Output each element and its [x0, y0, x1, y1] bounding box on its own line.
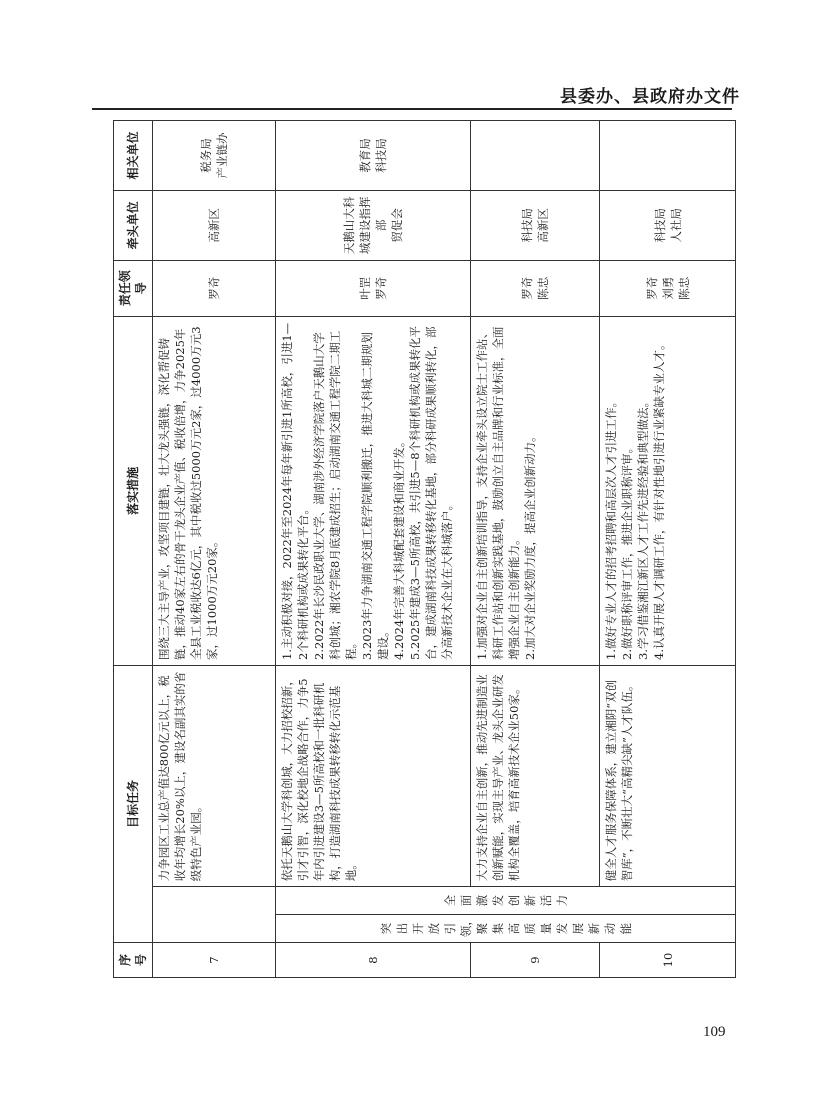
row-measures [470, 316, 600, 665]
header-related-unit: 相关单位 [114, 121, 153, 191]
measure-item: 4.认真开展人才调研工作，有针对性地引进行业紧缺专业人才。 [652, 338, 667, 660]
row-task: 大力支持企业自主创新，推动先进制造业创新赋能，实现主导产业、龙头企业研发机构全覆盖，培育高新技术企业50家。 [470, 665, 600, 886]
measure-item: 2.加大对企业奖励力度，提高企业创新动力。 [522, 430, 537, 660]
row-related-unit: 教育局 科技局 [276, 121, 470, 191]
header-divider [92, 108, 732, 110]
row-lead-unit: 科技局 高新区 [470, 190, 600, 260]
rotated-table-frame [113, 120, 736, 978]
row-task: 力争园区工业总产值达800亿元以上，税收年均增长20%以上，建设名副其实的省级特色产业园。 [153, 665, 276, 886]
document-header-title: 县委办、县政府办文件 [560, 87, 740, 107]
measure-item: 5.2025年建成3—5所高校，共引进5—8个科研机构或成果转化平台，建成湖南科技成果转移转化基地，部分科研成果顺利转化，部分高新技术企业在大科城落户。 [408, 325, 455, 660]
row-seq: 8 [276, 943, 470, 978]
measure-item: 1.加强对企业自主创新培训指导，支持企业牵头设立院士工作站、科研工作站和创新实践基地，鼓励创立自主品牌和行业标准，全面增强企业自主创新能力。 [474, 326, 521, 660]
task-table [113, 120, 736, 978]
measure-item: 3.学习借鉴湘江新区人才工作先进经验和典型做法。 [636, 395, 651, 660]
measure-item: 1.主动积极对接，2022年至2024年每年新引进1所高校，引进1—2个科研机构或成果转化平台。 [280, 322, 311, 660]
page-number: 109 [703, 1024, 726, 1040]
row-related-unit [600, 121, 736, 191]
row-measures [276, 316, 470, 665]
header-seq: 序号 [114, 943, 153, 978]
header-lead-unit: 牵头单位 [114, 190, 153, 260]
row-task: 依托天鹅山大学科创城，大力招校招新，引才引智，深化校地企战略合作，力争5年内引进建设3—5所高校和一批科研机构，打造湖南科技成果转移转化示范基地。 [276, 665, 470, 886]
table-row [153, 121, 276, 978]
row-measures [600, 316, 736, 665]
row-leader: 叶罡 罗奇 [276, 260, 470, 316]
table-header-row [114, 121, 153, 978]
table-row [600, 121, 736, 978]
group-spacer [153, 887, 276, 943]
row-related-unit [470, 121, 600, 191]
row-leader: 罗奇 刘勇 陈忠 [600, 260, 736, 316]
group-sub-label: 全面激发创新活力 [276, 887, 736, 915]
row-seq: 9 [470, 943, 600, 978]
header-task: 目标任务 [114, 665, 153, 942]
group-main-label: 突出开放引领，聚集高质量发展新动能 [276, 915, 736, 943]
header-measures: 落实措施 [114, 316, 153, 665]
measure-item: 3.2023年力争湖南交通工程学院顺利搬迁，推进大科城二期规划建设。 [360, 332, 391, 660]
measure-item: 围绕三大主导产业，攻坚项目建链，壮大龙头强链，深化帮促铸链，推动40家左右的骨干龙头企业产值、税收倍增，力争2025年全县工业税收达6亿元，其中税收过5000万元2家，过4000万元3家，过1000万元20家。 [157, 326, 219, 660]
header-leader: 责任领导 [114, 260, 153, 316]
row-seq: 10 [600, 943, 736, 978]
row-leader: 罗奇 陈忠 [470, 260, 600, 316]
row-leader: 罗奇 [153, 260, 276, 316]
measure-item: 1.做好专业人才的招考招聘和高层次人才引进工作。 [604, 395, 619, 660]
row-related-unit: 税务局 产业链办 [153, 121, 276, 191]
measure-item: 2.2022年长沙民政职业大学、湖南涉外经济学院落户天鹅山大学科创城；湘农学院8月底建成招生；启动湖南交通工程学院二期工程。 [312, 330, 359, 660]
table-row [470, 121, 600, 978]
measure-item: 4.2024年完善大科城配套建设和商业开发。 [392, 435, 407, 660]
row-measures [153, 316, 276, 665]
measure-item: 2.做好职称评审工作，推进企业职称评审。 [620, 441, 635, 660]
row-lead-unit: 天鹅山大科城建设指挥部 贸促会 [276, 190, 470, 260]
row-seq: 7 [153, 943, 276, 978]
row-lead-unit: 科技局 人社局 [600, 190, 736, 260]
table-row [276, 121, 470, 978]
row-task: 健全人才服务保障体系，建立湘阴“双创智库”，不断壮大“高精尖缺”人才队伍。 [600, 665, 736, 886]
row-lead-unit: 高新区 [153, 190, 276, 260]
